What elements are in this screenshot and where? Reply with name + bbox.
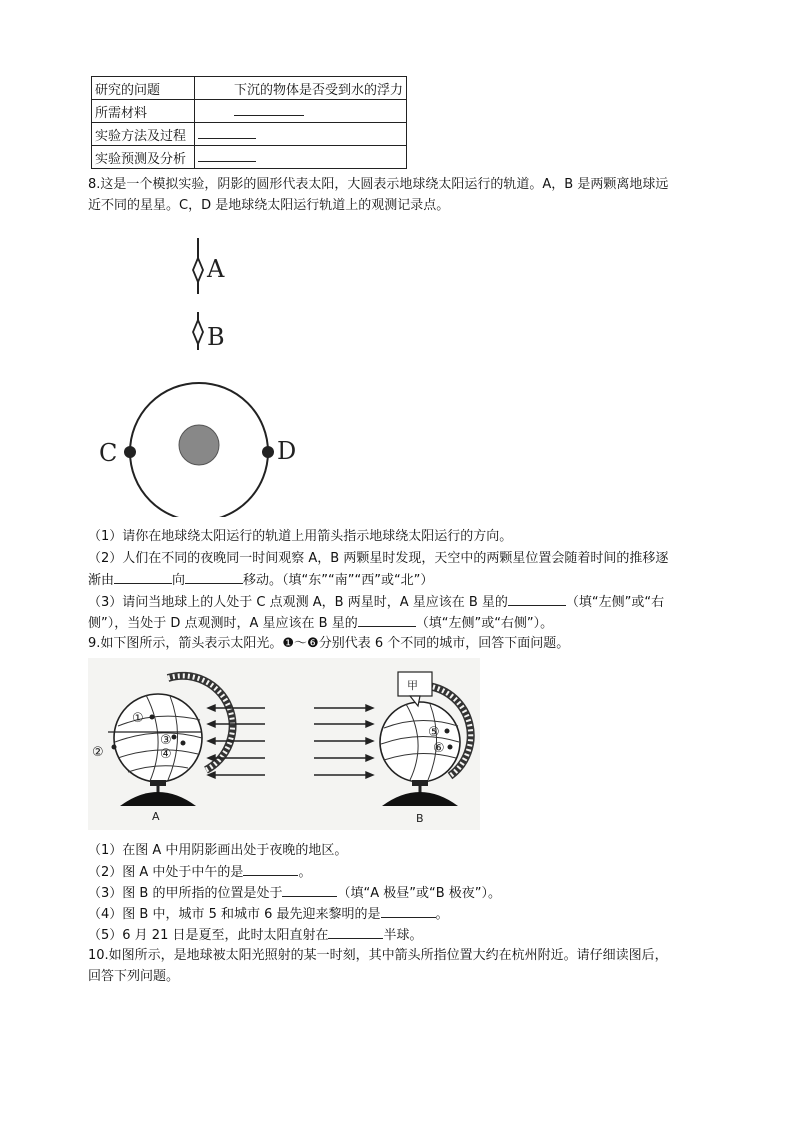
city-4-label: ④: [160, 747, 172, 762]
q9-part4: [88, 905, 449, 924]
answer-blank[interactable]: [508, 593, 566, 606]
q8-intro-line1: 8.这是一个模拟实验，阴影的圆形代表太阳，大圆表示地球绕太阳运行的轨道。A，B 是两颗离地球远: [88, 177, 669, 192]
city-2-label: ②: [92, 745, 104, 760]
point-c-label: C: [99, 439, 118, 467]
jia-label: 甲: [407, 679, 418, 692]
q10-intro-line1: 10.如图所示，是地球被太阳光照射的某一时刻，其中箭头所指位置大约在杭州附近。请仔细读图后，: [88, 948, 668, 963]
q9-part2: [88, 863, 311, 882]
table-row: [92, 123, 407, 146]
q10-intro-line2: 回答下列问题。: [88, 969, 180, 984]
table-label: 所需材料: [92, 100, 195, 123]
city-5-label: ⑤: [428, 725, 440, 740]
q8-part2-line2: [88, 571, 433, 590]
city-1-marker: [150, 715, 155, 720]
answer-blank[interactable]: [243, 863, 298, 876]
point-c-marker: [124, 446, 136, 458]
city-1-label: ①: [132, 711, 144, 726]
table-label: 实验预测及分析: [92, 146, 195, 169]
q8-part3-text: （填“左侧”或“右侧”）。: [415, 616, 554, 631]
answer-blank[interactable]: [234, 103, 304, 116]
q8-intro-line2: 近不同的星星。C，D 是地球绕太阳运行轨道上的观测记录点。: [88, 198, 450, 213]
city-2-marker: [112, 745, 117, 750]
star-b-label: B: [207, 323, 225, 351]
sun-icon: [179, 425, 219, 465]
answer-blank[interactable]: [282, 884, 337, 897]
q8-part2-line1: （2）人们在不同的夜晚同一时间观察 A，B 两颗星时发现，天空中的两颗星位置会随着时间的推移逐: [88, 551, 669, 566]
q8-part3-text: 侧”），当处于 D 点观测时，A 星应该在 B 星的: [88, 616, 358, 631]
q8-part2-text: 移动。（填“东”“南”“西”或“北”）: [243, 573, 434, 588]
globe-figure: [88, 658, 480, 830]
answer-blank[interactable]: [198, 149, 256, 162]
q9-part4-text: 。: [435, 907, 449, 922]
figure-b-label: B: [416, 812, 424, 825]
orbit-figure: [95, 232, 315, 517]
table-label: 研究的问题: [92, 77, 195, 100]
q8-part2-text: 向: [172, 573, 186, 588]
q8-part1: （1）请你在地球绕太阳运行的轨道上用箭头指示地球绕太阳运行的方向。: [88, 529, 513, 544]
q9-part5: [88, 926, 423, 945]
table-row: [92, 146, 407, 169]
star-a-icon: [193, 238, 203, 294]
q9-part3-text: （3）图 B 的甲所指的位置是处于: [88, 886, 283, 901]
q9-intro: 9.如下图所示，箭头表示太阳光。❶～❻分别代表 6 个不同的城市，回答下面问题。: [88, 636, 570, 651]
star-b-icon: [193, 312, 203, 350]
q8-part2-text: 渐由: [88, 573, 115, 588]
experiment-table: [91, 76, 407, 169]
star-a-label: A: [207, 255, 225, 283]
table-row: [92, 77, 407, 100]
table-row: [92, 100, 407, 123]
city-3-label: ③: [160, 733, 172, 748]
q9-part2-text: （2）图 A 中处于中午的是: [88, 865, 244, 880]
q9-part5-text: 半球。: [383, 928, 423, 943]
q9-part3: [88, 884, 501, 903]
city-4-marker: [181, 741, 186, 746]
answer-blank[interactable]: [198, 126, 256, 139]
q9-part1: （1）在图 A 中用阴影画出处于夜晚的地区。: [88, 843, 348, 858]
table-label: 实验方法及过程: [92, 123, 195, 146]
q9-part3-text: （填“A 极昼”或“B 极夜”）。: [337, 886, 501, 901]
q8-part3-text: （3）请问当地球上的人处于 C 点观测 A，B 两星时，A 星应该在 B 星的: [88, 595, 508, 610]
q8-part3-line1: [88, 593, 664, 612]
table-value: 下沉的物体是否受到水的浮力: [195, 77, 407, 100]
answer-blank[interactable]: [328, 926, 383, 939]
answer-blank[interactable]: [358, 614, 416, 627]
city-6-label: ⑥: [433, 741, 445, 756]
table-value: [195, 100, 407, 123]
q9-part4-text: （4）图 B 中，城市 5 和城市 6 最先迎来黎明的是: [88, 907, 381, 922]
answer-blank[interactable]: [381, 905, 436, 918]
q8-part3-line2: [88, 614, 553, 633]
point-d-label: D: [277, 437, 297, 465]
city-5-marker: [445, 729, 450, 734]
q8-part3-text: （填“左侧”或“右: [565, 595, 665, 610]
city-3-marker: [172, 735, 177, 740]
q9-part5-text: （5）6 月 21 日是夏至，此时太阳直射在: [88, 928, 329, 943]
q9-part2-text: 。: [298, 865, 312, 880]
table-value: [195, 146, 407, 169]
answer-blank[interactable]: [185, 571, 243, 584]
table-value: [195, 123, 407, 146]
city-6-marker: [448, 745, 453, 750]
point-d-marker: [262, 446, 274, 458]
figure-a-label: A: [152, 810, 160, 823]
answer-blank[interactable]: [114, 571, 172, 584]
